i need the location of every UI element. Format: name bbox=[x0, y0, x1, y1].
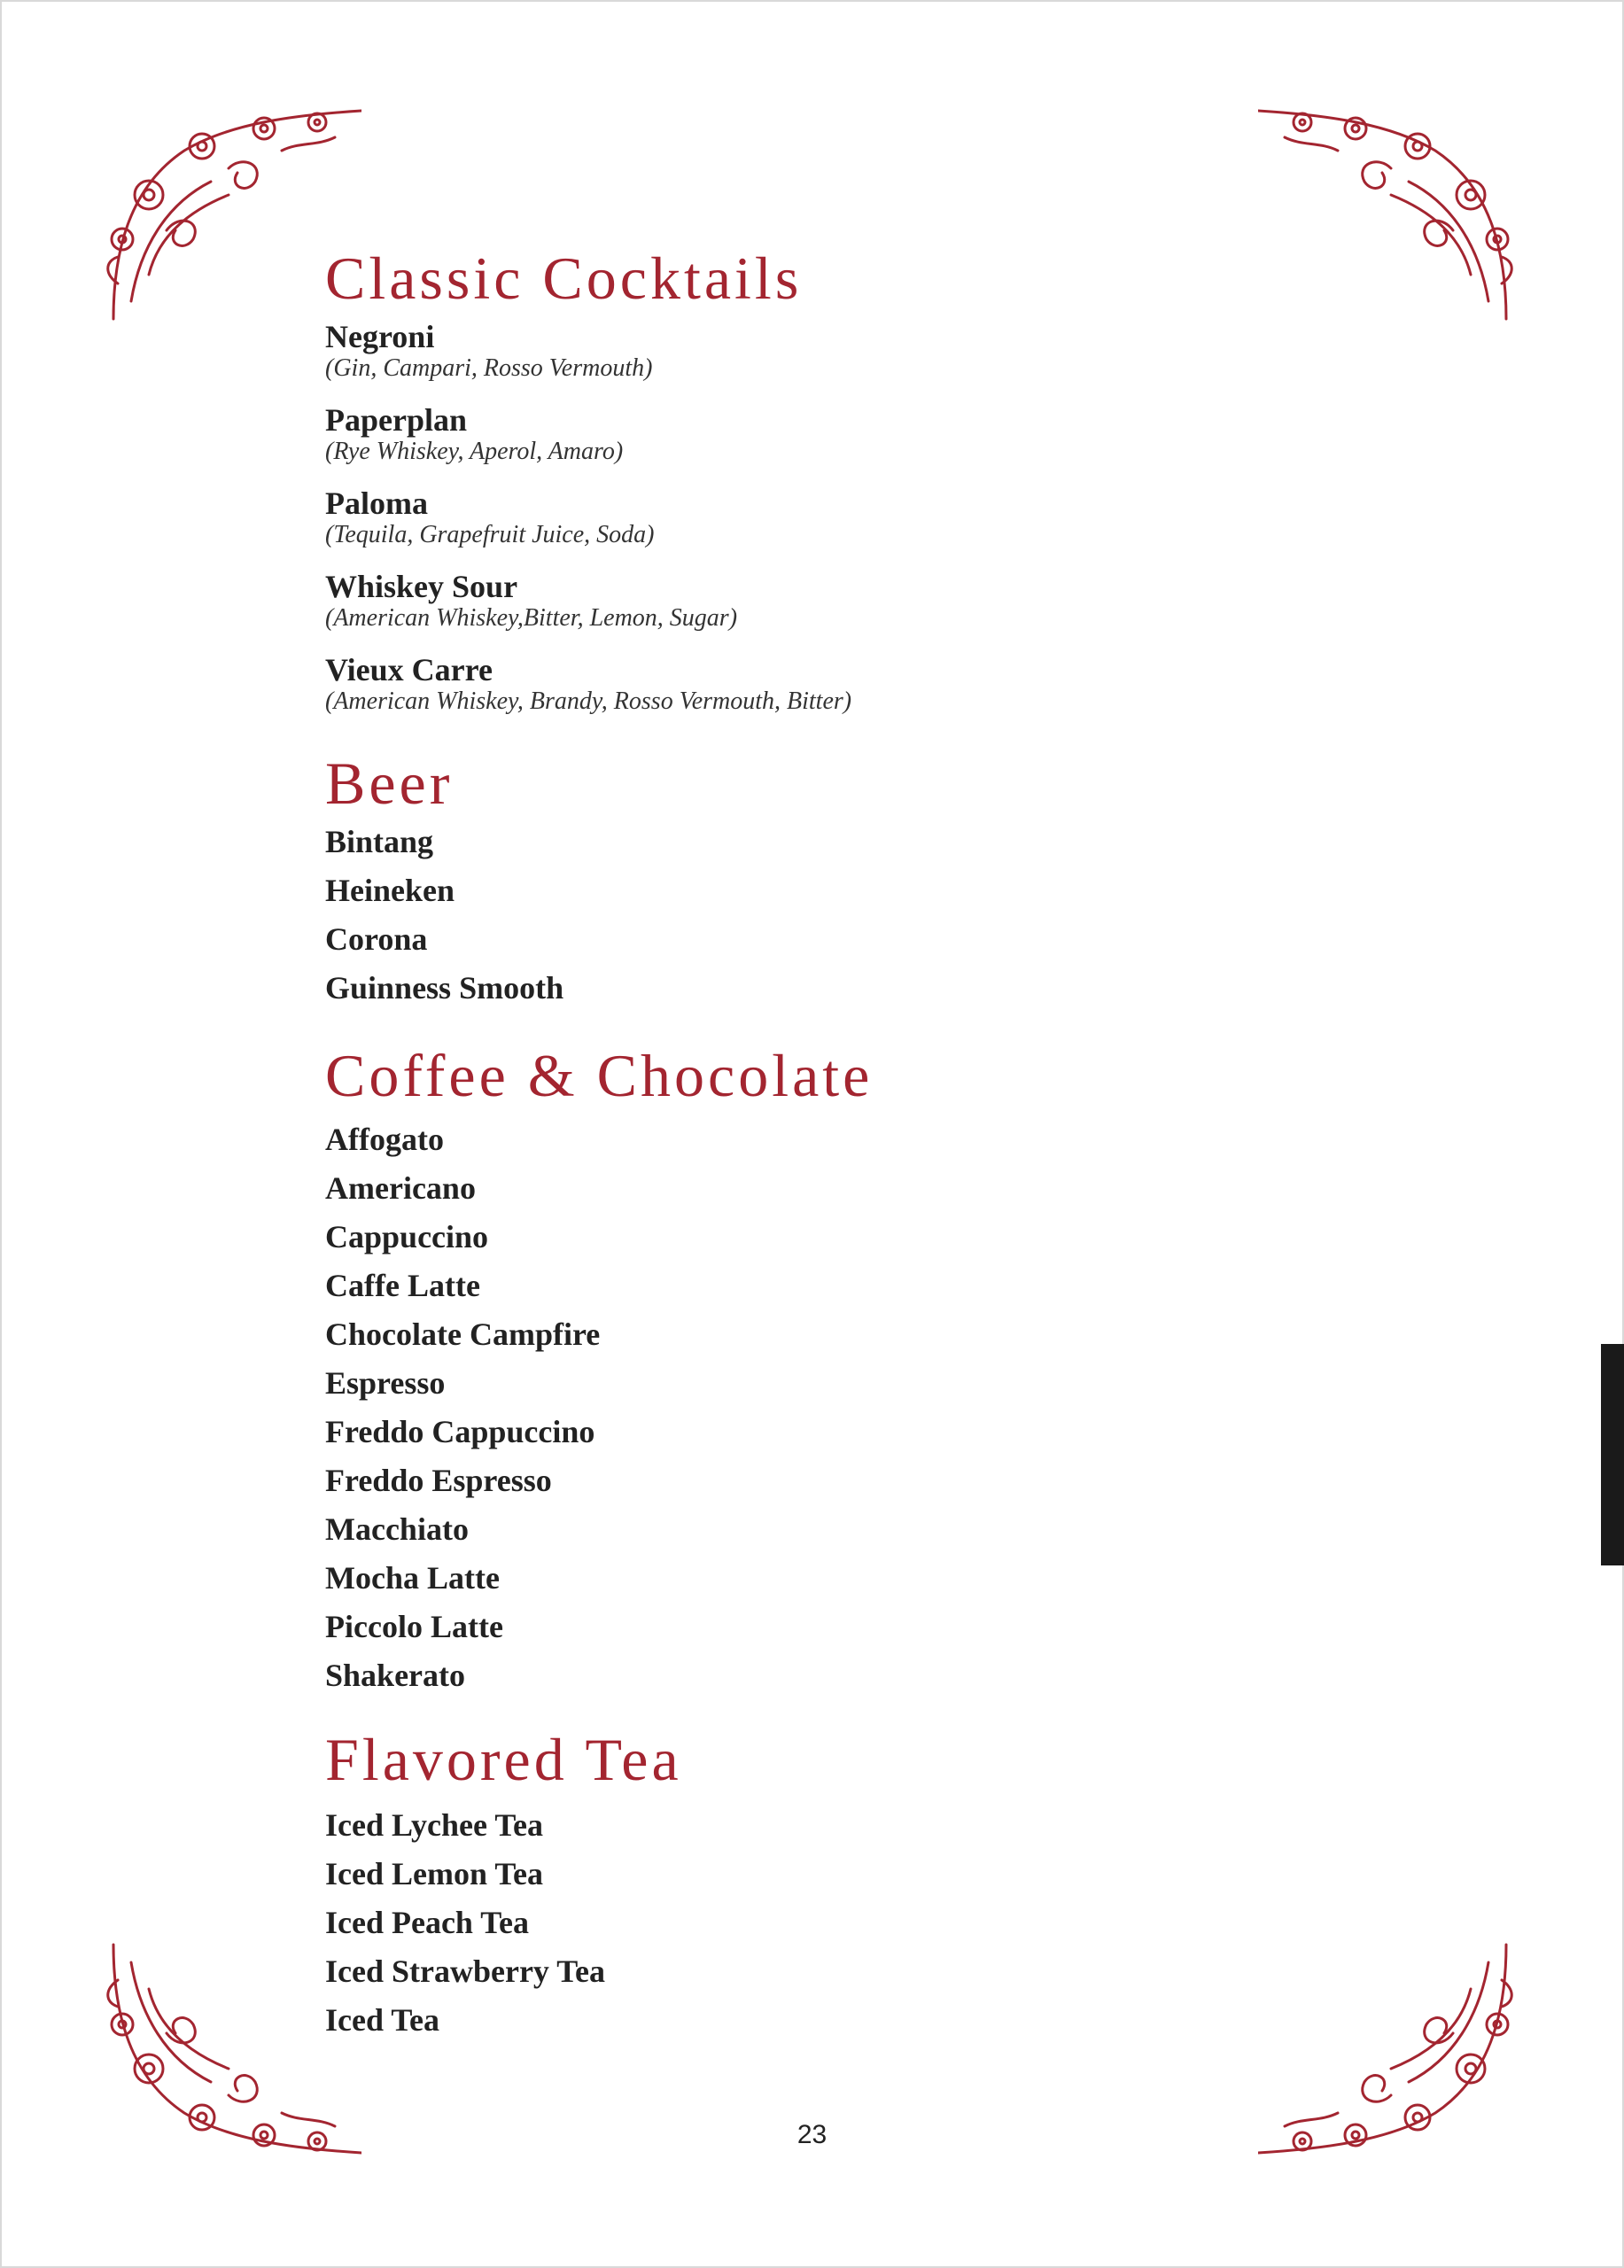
cocktail-item bbox=[325, 571, 1388, 631]
coffee-item: Piccolo Latte bbox=[325, 1609, 503, 1644]
coffee-item: Affogato bbox=[325, 1122, 444, 1157]
cocktail-name: Paloma bbox=[325, 485, 428, 521]
side-tab-marker bbox=[1601, 1344, 1624, 1565]
section-title-classic-cocktails: Classic Cocktails bbox=[325, 245, 803, 312]
coffee-item: Mocha Latte bbox=[325, 1560, 500, 1596]
beer-item: Heineken bbox=[325, 873, 455, 908]
tea-item: Iced Strawberry Tea bbox=[325, 1953, 605, 1989]
tea-item: Iced Lemon Tea bbox=[325, 1856, 544, 1891]
cocktail-name: Negroni bbox=[325, 319, 435, 354]
section-beer bbox=[325, 750, 1388, 1021]
beer-item: Corona bbox=[325, 921, 428, 957]
coffee-item: Chocolate Campfire bbox=[325, 1317, 601, 1352]
coffee-item: Espresso bbox=[325, 1365, 446, 1401]
section-title-coffee-chocolate: Coffee & Chocolate bbox=[325, 1042, 874, 1109]
coffee-item: Shakerato bbox=[325, 1658, 466, 1693]
beer-item: Guinness Smooth bbox=[325, 970, 564, 1006]
cocktail-item bbox=[325, 321, 1388, 381]
cocktail-name: Vieux Carre bbox=[325, 652, 493, 687]
page-number: 23 bbox=[796, 2120, 828, 2149]
beer-item: Bintang bbox=[325, 824, 434, 859]
cocktail-item bbox=[325, 654, 1388, 714]
section-title-beer: Beer bbox=[325, 750, 454, 817]
tea-item: Iced Peach Tea bbox=[325, 1905, 529, 1940]
cocktail-ingredients: (American Whiskey, Brandy, Rosso Vermouth, Bitter) bbox=[325, 687, 852, 715]
cocktail-ingredients: (Gin, Campari, Rosso Vermouth) bbox=[325, 354, 653, 382]
coffee-item: Cappuccino bbox=[325, 1219, 489, 1254]
cocktail-ingredients: (Tequila, Grapefruit Juice, Soda) bbox=[325, 521, 655, 548]
cocktail-ingredients: (American Whiskey,Bitter, Lemon, Sugar) bbox=[325, 604, 738, 632]
corner-flourish-top-left-icon bbox=[96, 97, 361, 328]
cocktail-name: Paperplan bbox=[325, 402, 468, 438]
cocktail-ingredients: (Rye Whiskey, Aperol, Amaro) bbox=[325, 438, 624, 465]
coffee-item: Macchiato bbox=[325, 1511, 469, 1547]
section-title-flavored-tea: Flavored Tea bbox=[325, 1726, 682, 1793]
coffee-item: Freddo Espresso bbox=[325, 1463, 552, 1498]
coffee-item: Freddo Cappuccino bbox=[325, 1414, 595, 1449]
tea-item: Iced Tea bbox=[325, 2002, 440, 2038]
cocktail-name: Whiskey Sour bbox=[325, 569, 518, 604]
tea-item: Iced Lychee Tea bbox=[325, 1807, 544, 1843]
section-coffee-chocolate bbox=[325, 1042, 1388, 1708]
menu-content bbox=[325, 245, 1388, 2053]
coffee-item: Caffe Latte bbox=[325, 1268, 480, 1303]
cocktail-item bbox=[325, 404, 1388, 464]
cocktail-item bbox=[325, 487, 1388, 548]
section-classic-cocktails bbox=[325, 245, 1388, 715]
section-flavored-tea bbox=[325, 1726, 1388, 2053]
coffee-item: Americano bbox=[325, 1170, 476, 1206]
